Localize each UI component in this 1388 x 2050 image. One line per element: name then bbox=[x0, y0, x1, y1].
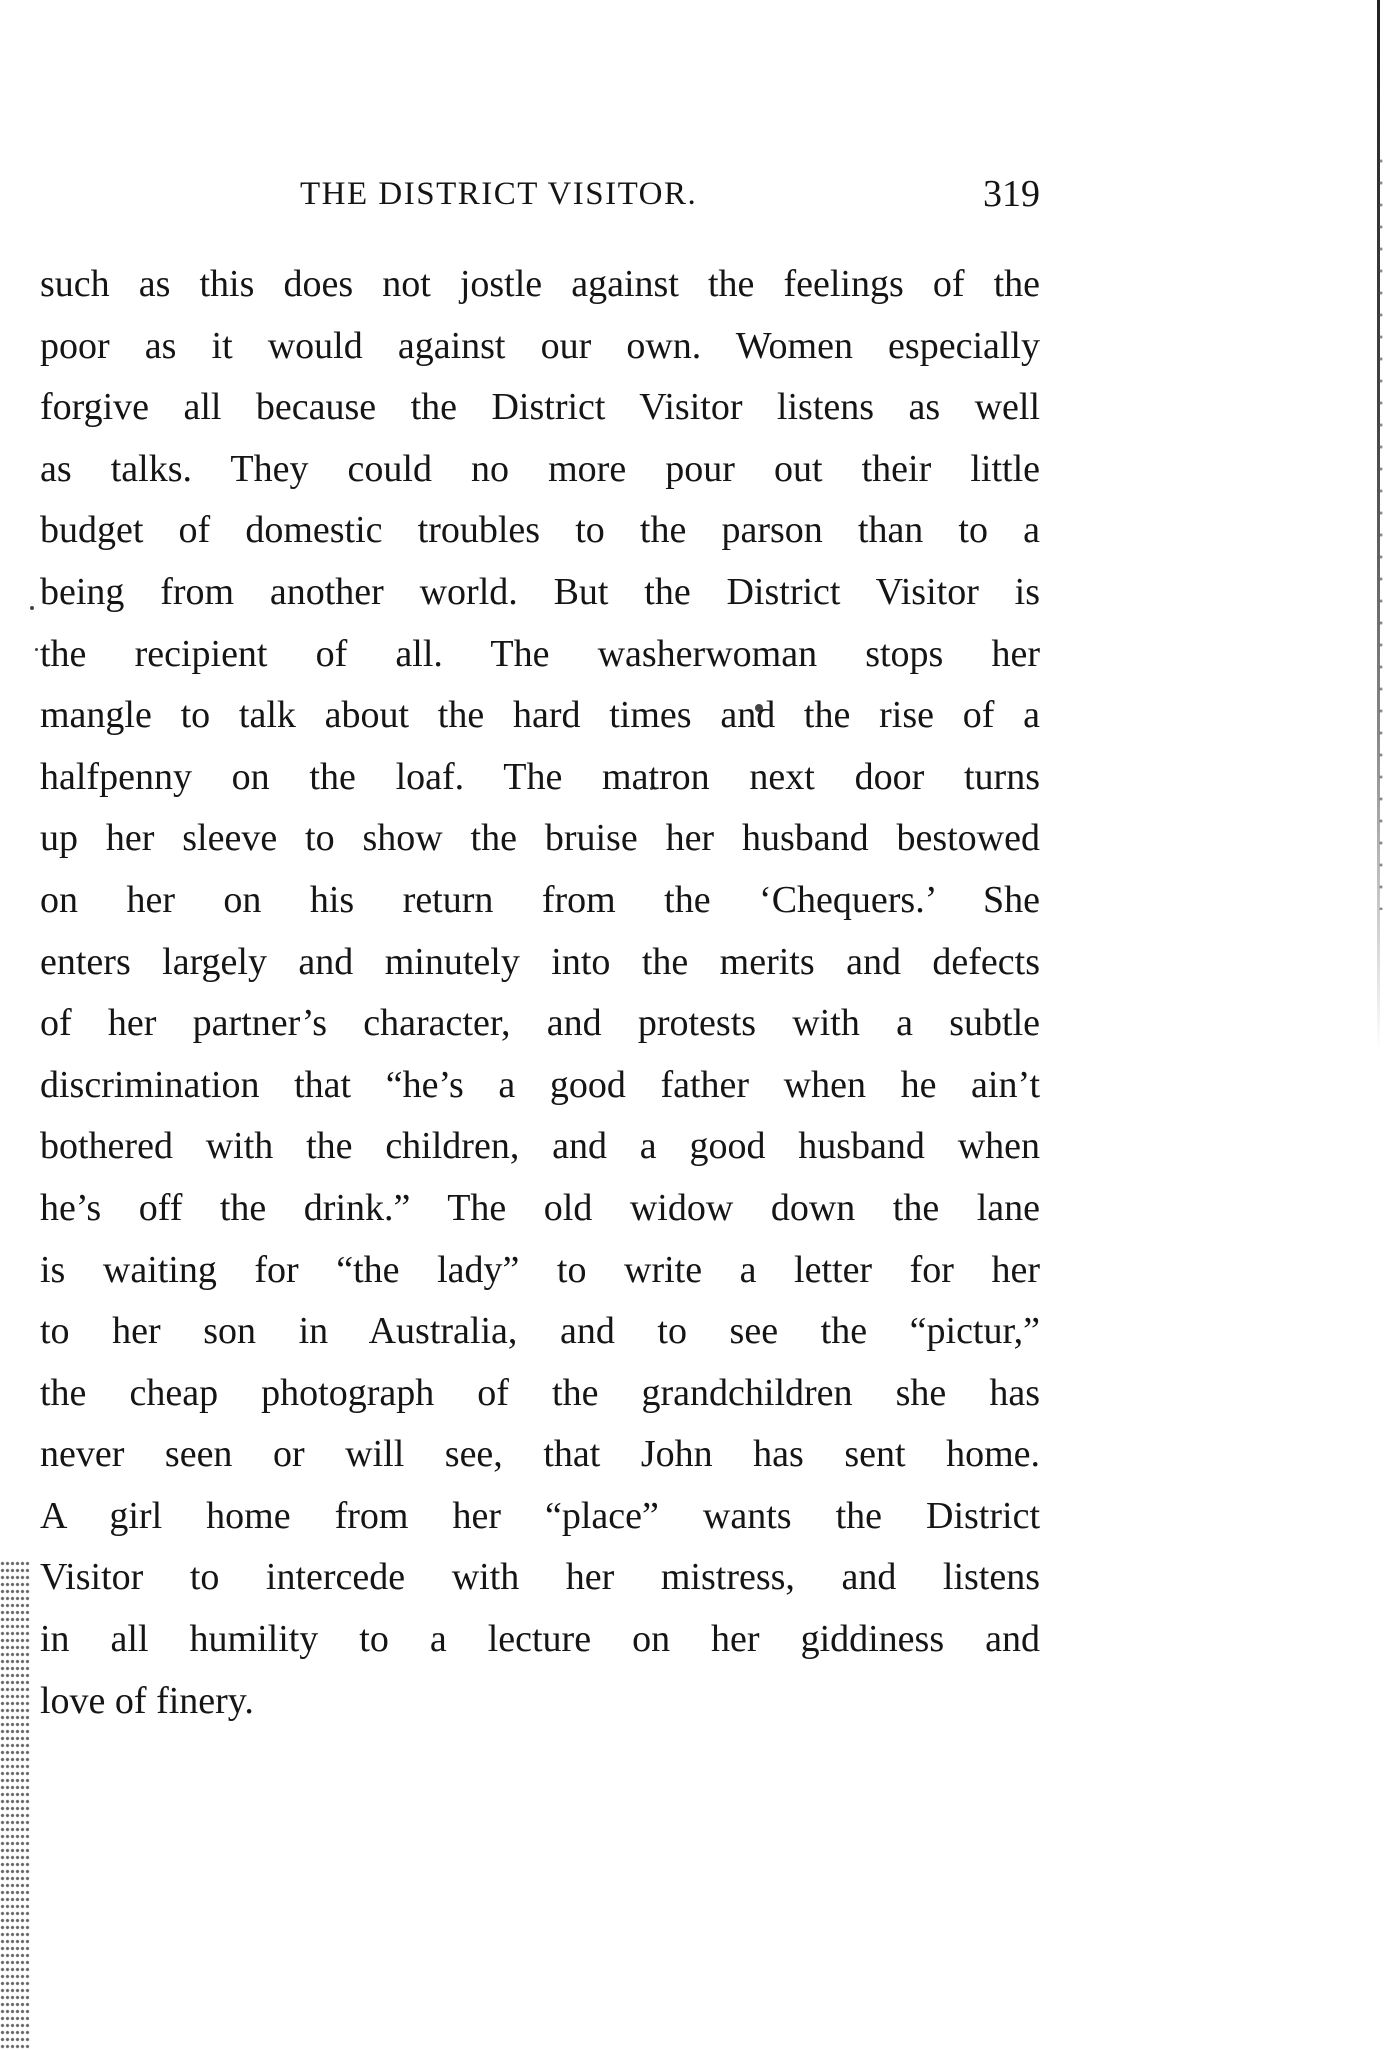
text-line: A girl home from her “place” wants the District bbox=[40, 1494, 1040, 1537]
text-line: the cheap photograph of the grandchildren she has bbox=[40, 1371, 1040, 1414]
body-text bbox=[40, 254, 1040, 1732]
text-line: being from another world. But the District Visitor is bbox=[40, 570, 1040, 613]
text-line: forgive all because the District Visitor listens as well bbox=[40, 386, 1040, 429]
text-line: Visitor to intercede with her mistress, and listens bbox=[40, 1556, 1040, 1599]
text-line: love of finery. bbox=[40, 1679, 254, 1722]
running-head bbox=[300, 172, 1040, 222]
text-line: budget of domestic troubles to the parson than to a bbox=[40, 509, 1040, 552]
text-line: enters largely and minutely into the merits and defects bbox=[40, 940, 1040, 983]
text-line: bothered with the children, and a good husband when bbox=[40, 1125, 1040, 1168]
text-line: is waiting for “the lady” to write a letter for her bbox=[40, 1248, 1040, 1291]
text-line: as talks. They could no more pour out their little bbox=[40, 447, 1040, 490]
text-line: he’s off the drink.” The old widow down the lane bbox=[40, 1186, 1040, 1229]
text-line: such as this does not jostle against the feelings of the bbox=[40, 263, 1040, 305]
text-line: the recipient of all. The washerwoman stops her bbox=[40, 632, 1040, 675]
text-line: on her on his return from the ‘Chequers.’ She bbox=[40, 878, 1040, 921]
running-title: THE DISTRICT VISITOR. bbox=[300, 176, 698, 212]
scan-speck bbox=[30, 606, 34, 610]
text-line: mangle to talk about the hard times and the rise of a bbox=[40, 694, 1040, 737]
text-line: halfpenny on the loaf. The matron next door turns bbox=[40, 755, 1040, 798]
text-line: of her partner’s character, and protests with a subtle bbox=[40, 1002, 1040, 1045]
scan-edge-specks bbox=[1378, 150, 1384, 910]
text-line: up her sleeve to show the bruise her husband bestowed bbox=[40, 817, 1040, 860]
text-line: discrimination that “he’s a good father when he ain’t bbox=[40, 1063, 1040, 1106]
text-line: poor as it would against our own. Women especially bbox=[40, 324, 1040, 367]
text-line: never seen or will see, that John has sent home. bbox=[40, 1433, 1040, 1476]
text-line: in all humility to a lecture on her giddiness and bbox=[40, 1618, 1040, 1661]
scan-speck bbox=[35, 648, 38, 651]
text-line: to her son in Australia, and to see the “pictur,” bbox=[40, 1310, 1040, 1353]
page-number: 319 bbox=[983, 173, 1040, 215]
scan-binding-noise bbox=[0, 1560, 30, 2050]
